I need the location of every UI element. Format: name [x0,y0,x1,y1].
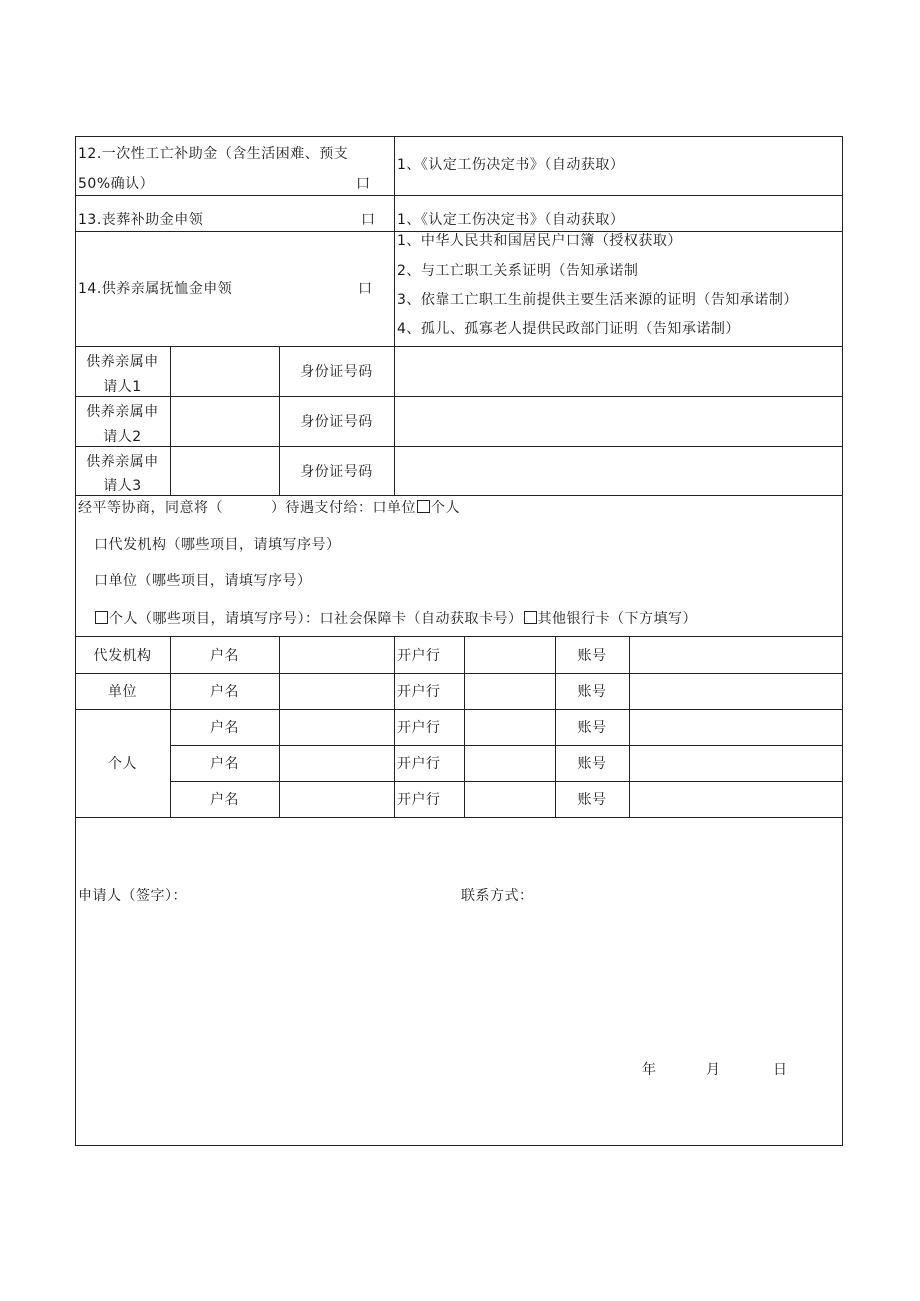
item13-label: 13.丧葬补助金申领 [78,212,204,228]
col-divider [394,136,395,346]
item14-material: 1、中华人民共和国居民户口簿（授权获取） [397,233,682,249]
dependent-label: 请人1 [103,379,142,395]
bank-label: 开户行 [397,648,441,664]
other-bank-card-text: 其他银行卡（下方填写） [537,611,697,627]
personal-checkbox[interactable] [417,500,430,513]
row-divider [170,745,843,746]
row-divider [75,396,843,397]
col-divider [279,636,280,817]
row-divider [75,495,843,496]
personal-option-checkbox[interactable] [95,611,108,624]
item12-material: 1、《认定工伤决定书》（自动获取） [397,157,625,173]
id-number-label: 身份证号码 [300,464,373,480]
unit-option[interactable]: 口单位（哪些项目，请填写序号） [94,573,312,589]
dependent-label: 请人3 [103,478,142,494]
personal-option-line [94,611,697,626]
payment-personal: 个人 [431,500,460,516]
payment-suffix: ）待遇支付给：口单位 [271,500,416,516]
row-divider [75,195,843,196]
dependent-label: 供养亲属申 [86,454,159,470]
row-divider [75,673,843,674]
applicant-signature-label: 申请人（签字）： [78,888,187,904]
row-divider [75,636,843,637]
account-no-label: 账号 [577,684,607,700]
unit-row-label: 单位 [108,684,137,700]
date-year: 年 [642,1062,657,1078]
item12-label: 50%确认） [78,176,155,192]
row-divider [75,346,843,347]
bank-label: 开户行 [397,756,441,772]
dependent-label: 供养亲属申 [86,354,159,370]
account-name-label: 户名 [210,720,239,736]
id-number-label: 身份证号码 [300,414,373,430]
col-divider [394,346,395,495]
id-number-label: 身份证号码 [300,364,373,380]
date-month: 月 [706,1062,721,1078]
agency-row-label: 代发机构 [93,648,152,664]
item14-label: 14.供养亲属抚恤金申领 [78,281,233,297]
item13-checkbox[interactable]: 口 [361,212,376,228]
item12-label: 12.一次性工亡补助金（含生活困难、预支 [78,146,349,162]
account-name-label: 户名 [210,756,239,772]
item14-checkbox[interactable]: 口 [358,281,373,297]
col-divider [464,636,465,817]
col-divider [394,636,395,817]
account-no-label: 账号 [577,756,607,772]
row-divider [170,781,843,782]
col-divider [629,636,630,817]
item12-checkbox[interactable]: 口 [356,176,371,192]
dependent-label: 请人2 [103,429,142,445]
item13-material: 1、《认定工伤决定书》（自动获取） [397,212,625,228]
bank-label: 开户行 [397,792,441,808]
personal-row-label: 个人 [108,756,137,772]
account-name-label: 户名 [210,684,239,700]
row-divider [75,817,843,818]
agency-option[interactable]: 口代发机构（哪些项目，请填写序号） [94,537,341,553]
item14-material: 4、孤儿、孤寡老人提供民政部门证明（告知承诺制） [397,321,740,337]
other-bank-card-checkbox[interactable] [524,611,537,624]
contact-label: 联系方式： [461,888,534,904]
bank-label: 开户行 [397,684,441,700]
dependent-label: 供养亲属申 [86,404,159,420]
item14-material: 2、与工亡职工关系证明（告知承诺制 [397,263,639,279]
account-no-label: 账号 [577,720,607,736]
account-name-label: 户名 [210,792,239,808]
account-no-label: 账号 [577,792,607,808]
personal-option-text: 个人（哪些项目，请填写序号）：口社会保障卡（自动获取卡号） [109,611,523,627]
bank-label: 开户行 [397,720,441,736]
row-divider [75,709,843,710]
payment-prefix: 经平等协商，同意将（ [78,500,223,516]
row-divider [75,231,843,232]
row-divider [75,446,843,447]
item14-material: 3、依靠工亡职工生前提供主要生活来源的证明（告知承诺制） [397,292,798,308]
col-divider [170,346,171,495]
account-name-label: 户名 [210,648,239,664]
account-no-label: 账号 [577,648,607,664]
payment-agreement-line [78,500,460,515]
date-day: 日 [773,1062,788,1078]
